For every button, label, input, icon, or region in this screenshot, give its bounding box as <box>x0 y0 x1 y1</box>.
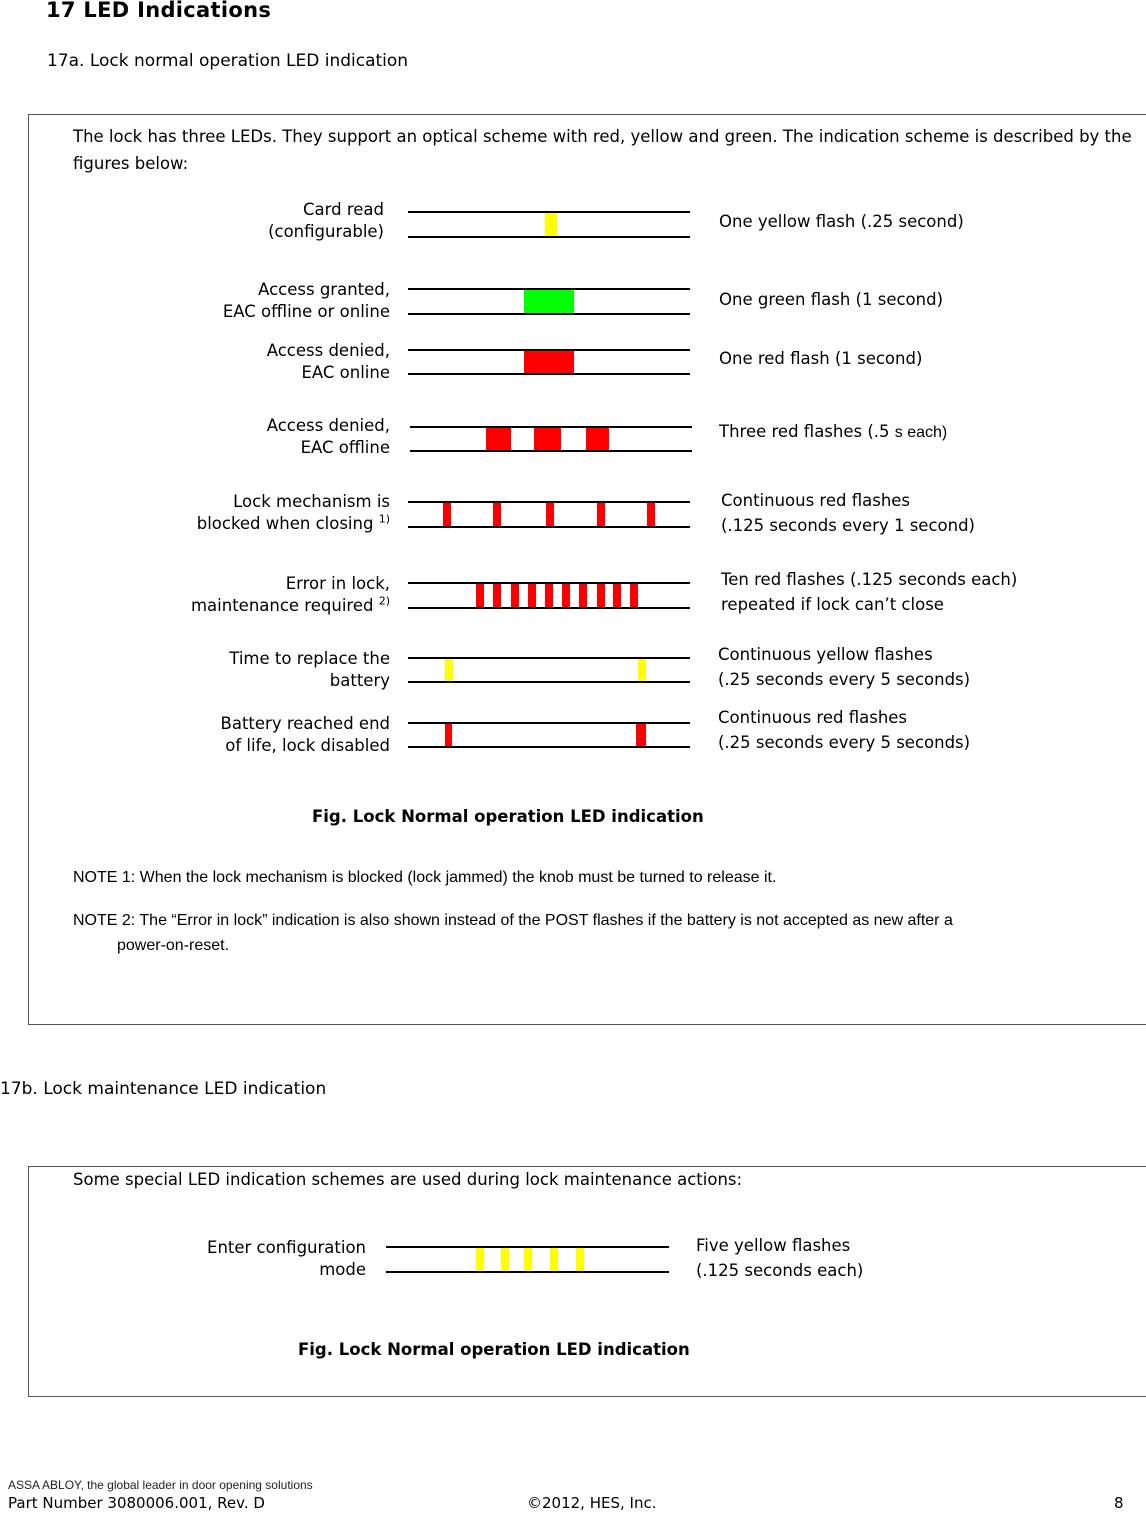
note-2-line-1: NOTE 2: The “Error in lock” indication is also shown instead of the POST flashes if the battery is not accepted as new after a <box>73 912 953 929</box>
maintenance-intro-text: Some special LED indication schemes are used during lock maintenance actions: <box>73 1170 743 1189</box>
led-flash <box>493 503 501 526</box>
led-track-bottom <box>408 746 690 748</box>
led-flash <box>562 584 570 607</box>
row-label-access-denied-offline: Access denied, EAC offline <box>266 416 390 457</box>
led-flash <box>445 724 452 746</box>
row-desc-access-denied-online: One red flash (1 second) <box>719 349 923 368</box>
led-flash <box>524 1248 532 1271</box>
led-flash <box>443 503 451 526</box>
led-flash <box>550 1248 558 1271</box>
led-flash <box>511 584 519 607</box>
led-flash <box>528 584 536 607</box>
led-flash <box>486 428 511 450</box>
led-flash <box>501 1248 509 1271</box>
section-title: 17 LED Indications <box>46 0 272 22</box>
led-flash <box>597 503 605 526</box>
led-flash <box>579 584 587 607</box>
row-label-error-in-lock: Error in lock, maintenance required $^{2)}$ <box>190 574 390 615</box>
row-desc-card-read: One yellow flash (.25 second) <box>719 212 964 231</box>
footer-logo: ASSA ABLOY, the global leader in door opening solutions <box>8 1478 313 1492</box>
row-desc-enter-config: Five yellow flashes (.125 seconds each) <box>696 1236 864 1280</box>
row-label-lock-blocked: Lock mechanism is blocked when closing $^{1)}$ <box>196 492 390 533</box>
led-flash <box>445 659 453 681</box>
led-flash <box>546 503 554 526</box>
maintenance-figure-caption: Fig. Lock Normal operation LED indication <box>298 1340 690 1359</box>
note-1: NOTE 1: When the lock mechanism is blocked (lock jammed) the knob must be turned to release it. <box>73 869 777 886</box>
subsection-b-title: 17b. Lock maintenance LED indication <box>0 1079 327 1099</box>
led-flash <box>613 584 621 607</box>
led-flash <box>630 584 638 607</box>
led-flash <box>636 724 646 746</box>
led-flash <box>476 584 484 607</box>
row-label-access-denied-online: Access denied, EAC online <box>266 341 390 382</box>
row-desc-lock-blocked: Continuous red flashes (.125 seconds every 1 second) <box>721 491 975 535</box>
row-desc-replace-battery: Continuous yellow flashes (.25 seconds every 5 seconds) <box>718 645 971 689</box>
led-track-bottom <box>408 526 690 528</box>
led-flash <box>545 584 553 607</box>
maintenance-box <box>28 1166 1146 1397</box>
led-flash <box>638 659 646 681</box>
led-track-bottom <box>410 450 692 452</box>
led-track-bottom <box>408 313 690 315</box>
row-desc-access-denied-offline: Three red flashes (.5 s each) <box>719 422 948 441</box>
normal-figure-caption: Fig. Lock Normal operation LED indication <box>312 807 704 826</box>
led-flash <box>545 213 557 236</box>
led-flash <box>576 1248 584 1271</box>
led-flash <box>476 1248 484 1271</box>
led-track-bottom <box>408 607 690 609</box>
led-track-bottom <box>408 236 690 238</box>
led-track-bottom <box>386 1271 669 1273</box>
led-track-bottom <box>408 681 690 683</box>
normal-intro-text: The lock has three LEDs. They support an optical scheme with red, yellow and green. The indication scheme is described by the figures below: <box>73 127 1132 173</box>
row-desc-error-in-lock: Ten red flashes (.125 seconds each) repeated if lock can’t close <box>721 570 1018 614</box>
row-label-battery-end-of-life: Battery reached end of life, lock disabled <box>220 714 390 755</box>
led-track-bottom <box>408 373 690 375</box>
footer-copyright: ©2012, HES, Inc. <box>527 1494 657 1512</box>
led-flash <box>647 503 655 526</box>
row-label-enter-config: Enter configuration mode <box>207 1238 366 1279</box>
row-label-card-read: Card read (configurable) <box>268 200 384 241</box>
led-flash <box>534 428 561 450</box>
footer-page-number: 8 <box>1114 1494 1124 1512</box>
row-desc-access-granted: One green flash (1 second) <box>719 290 944 309</box>
led-flash <box>524 290 574 313</box>
row-label-access-granted: Access granted, EAC offline or online <box>222 280 390 321</box>
subsection-a-title: 17a. Lock normal operation LED indication <box>47 51 409 71</box>
led-flash <box>524 351 574 373</box>
note-2-line-2: power-on-reset. <box>117 937 230 954</box>
row-label-replace-battery: Time to replace the battery <box>229 649 390 690</box>
row-desc-battery-end-of-life: Continuous red flashes (.25 seconds every 5 seconds) <box>718 708 971 752</box>
led-flash <box>597 584 605 607</box>
footer-part-number: Part Number 3080006.001, Rev. D <box>8 1494 265 1512</box>
led-flash <box>493 584 501 607</box>
led-flash <box>586 428 609 450</box>
